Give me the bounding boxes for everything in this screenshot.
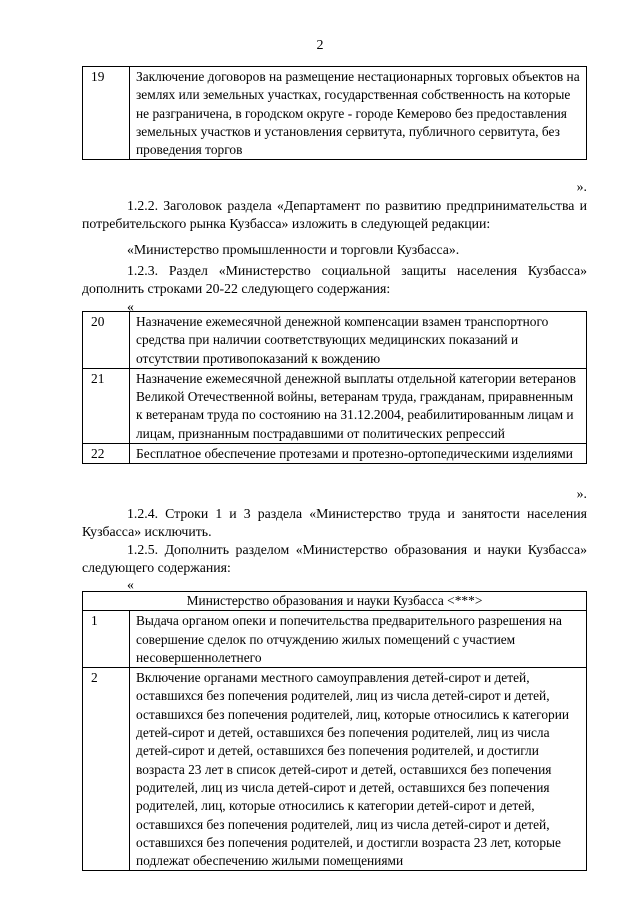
paragraph-1-2-5: 1.2.5. Дополнить разделом «Министерство образования и науки Кузбасса» следующего содержания: [82,542,587,575]
row-text: Назначение ежемесячной денежной компенсации взамен транспортного средства при наличии соответствующих медицинских показаний и отсутствии противопоказаний к вождению [130,312,587,369]
row-text: Включение органами местного самоуправления детей-сирот и детей, оставшихся без попечения родителей, лиц из числа детей-сирот и детей, оставшихся без попечения родителей, лиц, которые относились к категории детей-сирот и детей, оставшихся без попечения родителей, лиц из числа детей-сирот и детей, оставшихся без попечения родителей, и достигли возраста 23 лет в список детей-сирот и детей, оставшихся без попечения родителей, лиц из числа детей-сирот и детей, оставшихся без попечения родителей, лиц, которые относились к категории детей-сирот и детей, оставшихся без попечения родителей, лиц из числа детей-сирот и детей, оставшихся без попечения родителей, и достигли возраста 23 лет, которые подлежат обеспечению жилыми помещениями [130,668,587,871]
page-number: 2 [316,38,324,53]
row-text: Назначение ежемесячной денежной выплаты отдельной категории ветеранов Великой Отечественной войны, ветеранам труда, гражданам, приравненным к ветеранам труда по состоянию на 31.12.2004, реабилитированным лицам и лицам, признанным пострадавшими от политических репрессий [130,368,587,443]
table-education-ministry [82,591,587,871]
paragraph-1-2-2-quote: «Министерство промышленности и торговли Кузбасса». [127,242,460,257]
table-row [83,611,587,668]
open-quote: « [127,299,134,314]
paragraph-1-2-3: 1.2.3. Раздел «Министерство социальной защиты населения Кузбасса» дополнить строками 20-22 следующего содержания: [82,263,587,296]
row-number: 22 [83,444,130,464]
row-text: Бесплатное обеспечение протезами и протезно-ортопедическими изделиями [130,444,587,464]
row-number: 2 [83,668,130,871]
paragraph-1-2-2: 1.2.2. Заголовок раздела «Департамент по развитию предпринимательства и потребительского рынка Кузбасса» изложить в следующей редакции: [82,198,587,231]
close-quote: ». [576,179,587,194]
table-header-row [83,592,587,611]
table-row [83,368,587,443]
row-number: 1 [83,611,130,668]
row-text: Выдача органом опеки и попечительства предварительного разрешения на совершение сделок по отчуждению жилых помещений с участием несовершеннолетнего [130,611,587,668]
row-text: Заключение договоров на размещение нестационарных торговых объектов на землях или земельных участках, государственная собственность на которые не разграничена, в городском округе - городе Кемерово без предоставления земельных участков и установления сервитута, публичного сервитута, без проведения торгов [130,67,587,160]
table-row [83,67,587,160]
row-number: 20 [83,312,130,369]
close-quote: ». [576,486,587,501]
row-number: 19 [83,67,130,160]
table-row [83,668,587,871]
paragraph-1-2-4: 1.2.4. Строки 1 и 3 раздела «Министерство труда и занятости населения Кузбасса» исключить. [82,506,587,539]
table-social-protection [82,311,587,464]
row-number: 21 [83,368,130,443]
table-department-trade [82,66,587,160]
table-row [83,444,587,464]
table-row [83,312,587,369]
section-header: Министерство образования и науки Кузбасса <***> [83,592,587,611]
open-quote: « [127,577,134,592]
